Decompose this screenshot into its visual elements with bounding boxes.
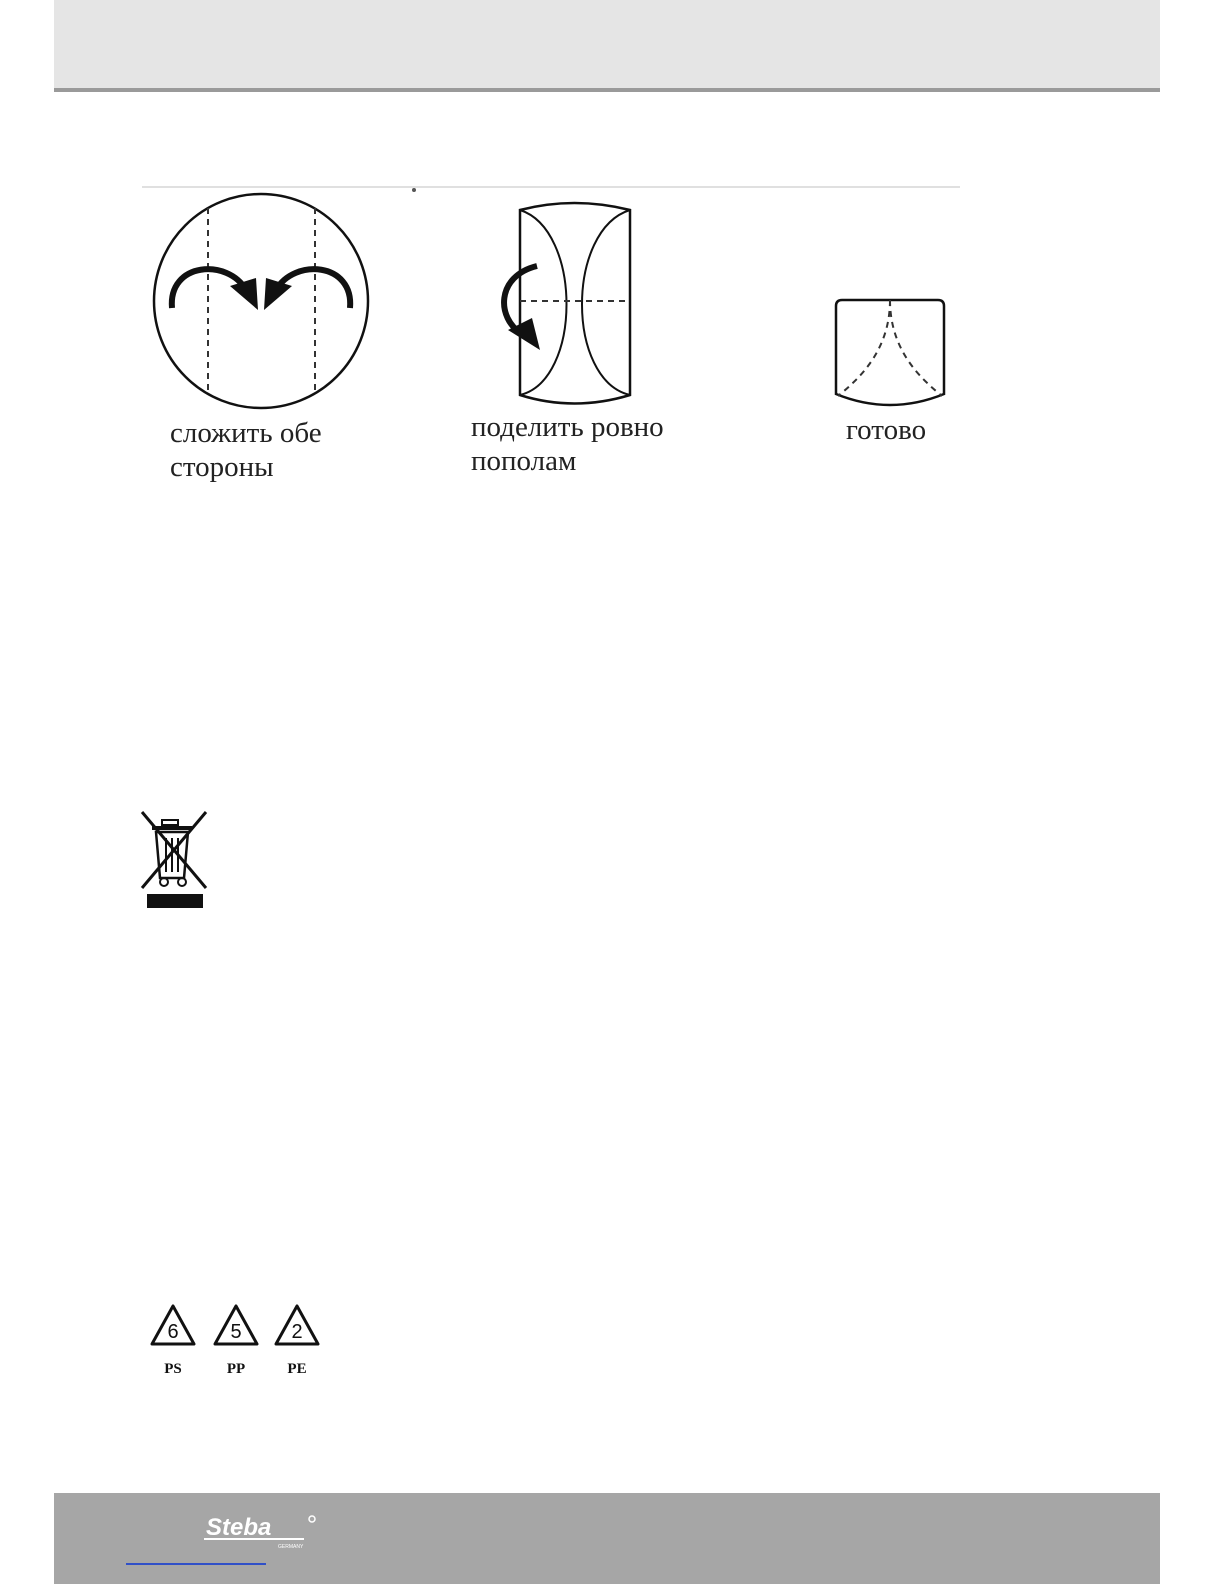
footer-link-underline[interactable] xyxy=(126,1563,266,1565)
circle-outline xyxy=(154,194,368,408)
recycle-code-number-2: 2 xyxy=(291,1321,303,1343)
recycle-code-material-ps: PS xyxy=(164,1361,182,1377)
step2-caption: поделить ровно пополам xyxy=(471,411,664,477)
recycling-codes xyxy=(146,1300,336,1395)
steba-logo xyxy=(204,1511,324,1551)
recycle-symbol-pp xyxy=(215,1306,257,1377)
recycle-code-number-6: 6 xyxy=(167,1321,179,1343)
finished-outline xyxy=(836,300,944,405)
step3-finished-figure xyxy=(836,300,944,405)
recycle-code-material-pe: PE xyxy=(287,1361,307,1377)
page-footer-band xyxy=(54,1493,1160,1584)
step1-circle-figure xyxy=(154,194,368,408)
recycle-code-number-5: 5 xyxy=(230,1321,242,1343)
step3-caption: готово xyxy=(846,414,927,446)
step2-folded-figure xyxy=(504,203,630,404)
folded-outline xyxy=(520,203,630,404)
recycle-symbol-ps xyxy=(152,1306,194,1377)
recycle-code-material-pp: PP xyxy=(226,1361,246,1377)
recycle-symbol-pe xyxy=(276,1306,318,1377)
svg-text:Steba: Steba xyxy=(206,1514,272,1541)
svg-text:GERMANY: GERMANY xyxy=(278,1544,304,1550)
step1-caption: сложить обе стороны xyxy=(170,417,322,483)
crossed-out-wheelie-bin-icon xyxy=(138,808,212,912)
recycling-symbols xyxy=(146,1300,336,1390)
